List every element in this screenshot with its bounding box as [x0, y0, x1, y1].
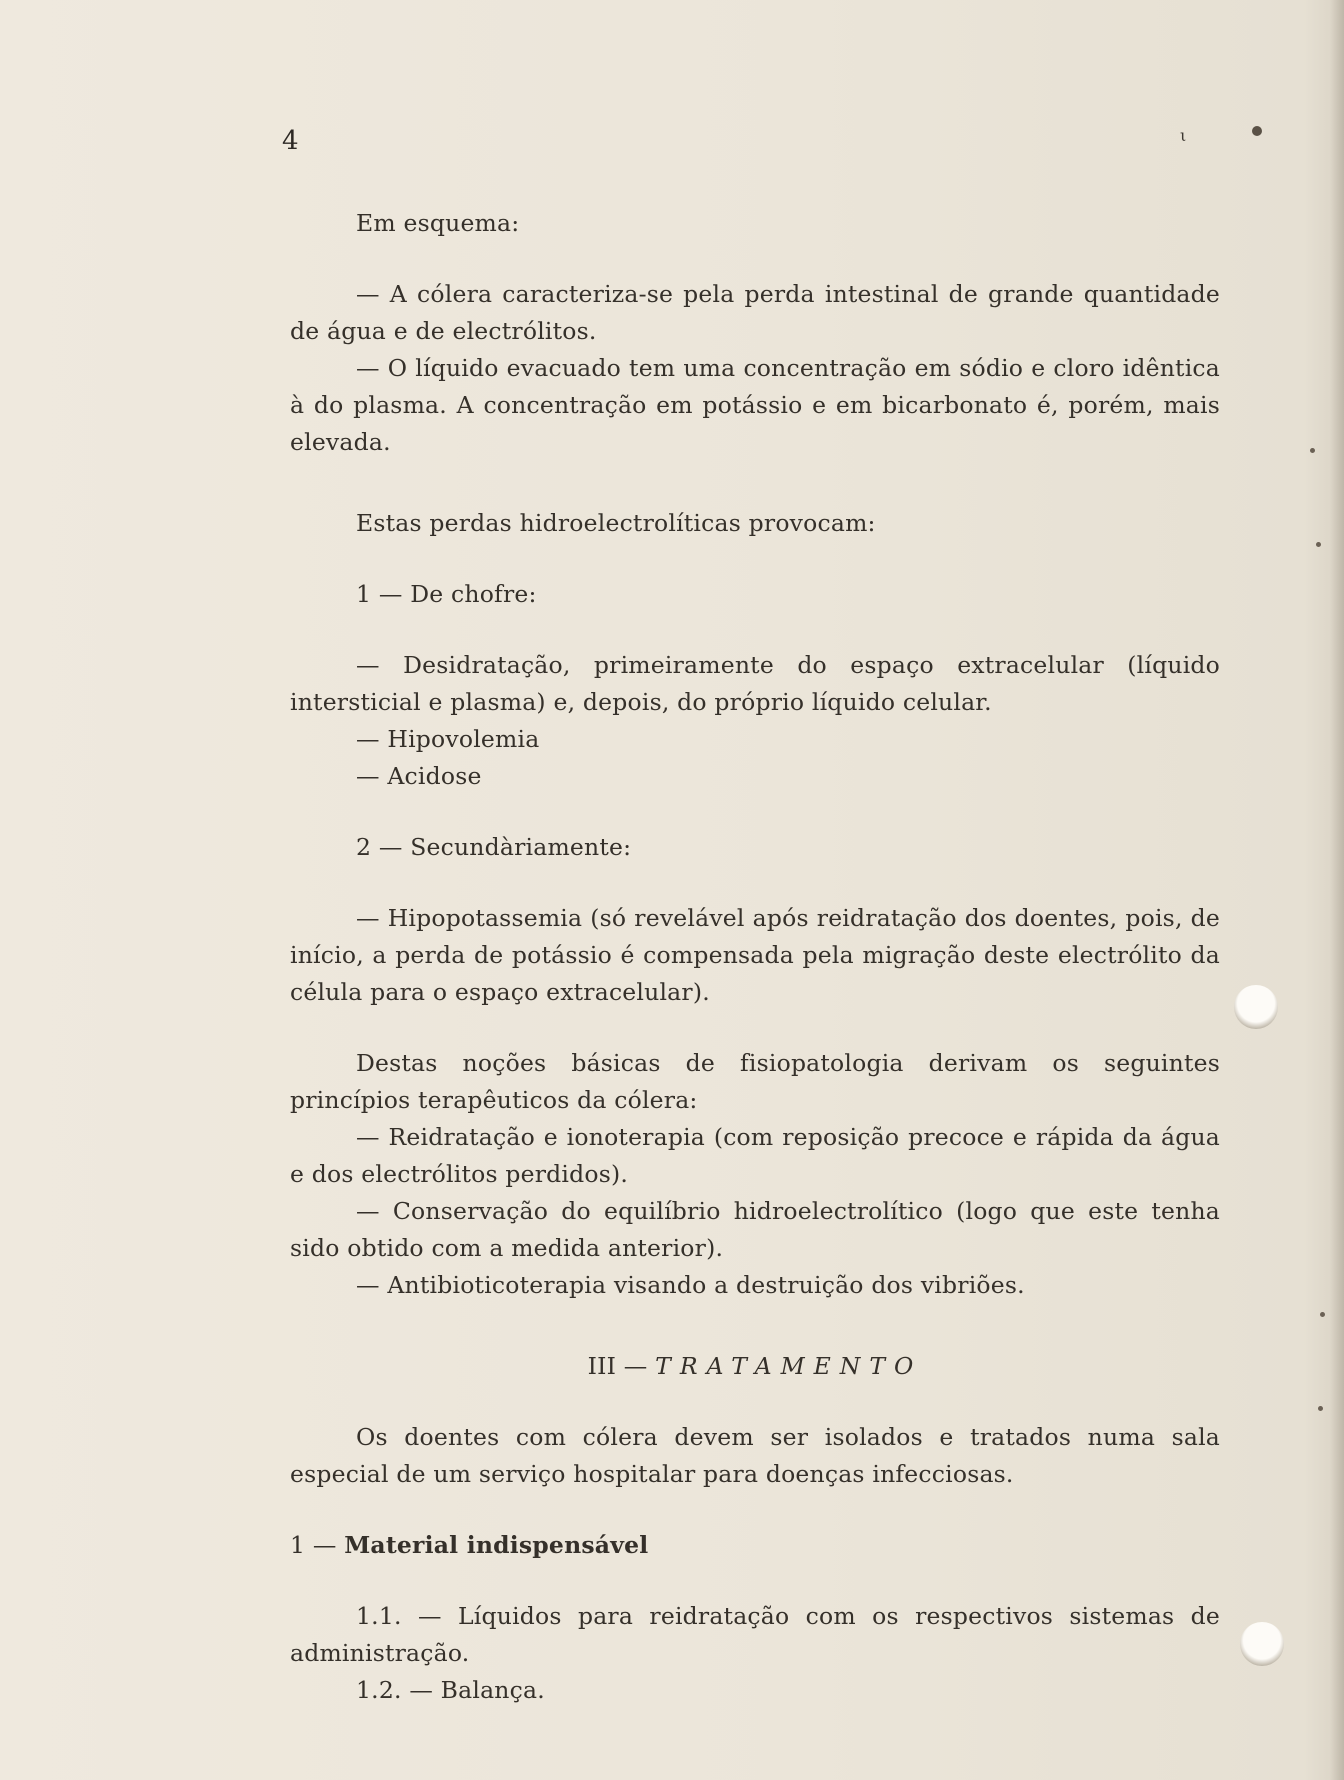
paragraph-evacuated-liquid: — O líquido evacuado tem uma concentração em sódio e cloro idêntica à do plasma. A concentração em potássio e em bicarbonato é, porém, mais elevada. — [290, 354, 1220, 456]
item-1-dehydration: — Desidratação, primeiramente do espaço extracelular (líquido intersticial e plasma) e, depois, do próprio líquido celular. — [290, 651, 1220, 716]
principle-rehydration: — Reidratação e ionoterapia (com reposição precoce e rápida da água e dos electrólitos perdidos). — [290, 1123, 1220, 1188]
item-1-2-scale: 1.2. — Balança. — [356, 1676, 545, 1704]
page-edge-shadow — [1330, 0, 1344, 1780]
section-number: III — — [587, 1352, 648, 1380]
item-1-hypovolemia: — Hipovolemia — [356, 725, 540, 753]
margin-speck — [1320, 1312, 1325, 1317]
item-1-1-liquids: 1.1. — Líquidos para reidratação com os respectivos sistemas de administração. — [290, 1602, 1220, 1667]
item-2-heading: 2 — Secundàriamente: — [356, 833, 632, 861]
subsection-number: 1 — — [290, 1531, 337, 1559]
paragraph-isolation: Os doentes com cólera devem ser isolados e tratados numa sala especial de um serviço hospitalar para doenças infecciosas. — [290, 1423, 1220, 1488]
item-2-hypokalemia: — Hipopotassemia (só revelável após reidratação dos doentes, pois, de início, a perda de potássio é compensada pela migração deste electrólito da célula para o espaço extracelular). — [290, 904, 1220, 1006]
margin-mark: ι — [1180, 126, 1187, 145]
paragraph-therapeutic-principles: Destas noções básicas de fisiopatologia derivam os seguintes princípios terapêuticos da cólera: — [290, 1049, 1220, 1114]
item-1-acidosis: — Acidose — [356, 762, 482, 790]
page-number: 4 — [282, 126, 299, 156]
section-title: TRATAMENTO — [655, 1352, 923, 1380]
subsection-title: Material indispensável — [344, 1531, 649, 1559]
intro-heading: Em esquema: — [356, 209, 520, 237]
ink-dot-mark — [1252, 126, 1262, 136]
section-heading — [290, 1348, 1220, 1385]
margin-speck — [1316, 542, 1321, 547]
body-text — [290, 205, 1220, 1709]
principle-antibiotics: — Antibioticoterapia visando a destruição dos vibriões. — [356, 1271, 1025, 1299]
subsection-heading — [290, 1527, 1220, 1564]
item-1-heading: 1 — De chofre: — [356, 580, 537, 608]
principle-balance: — Conservação do equilíbrio hidroelectrolítico (logo que este tenha sido obtido com a medida anterior). — [290, 1197, 1220, 1262]
paragraph-cholera-loss: — A cólera caracteriza-se pela perda intestinal de grande quantidade de água e de electrólitos. — [290, 280, 1220, 345]
margin-speck — [1310, 448, 1315, 453]
punch-hole-lower — [1240, 1622, 1284, 1666]
punch-hole-upper — [1234, 985, 1278, 1029]
margin-speck — [1318, 1406, 1323, 1411]
paragraph-losses-provoke: Estas perdas hidroelectrolíticas provocam: — [356, 509, 876, 537]
